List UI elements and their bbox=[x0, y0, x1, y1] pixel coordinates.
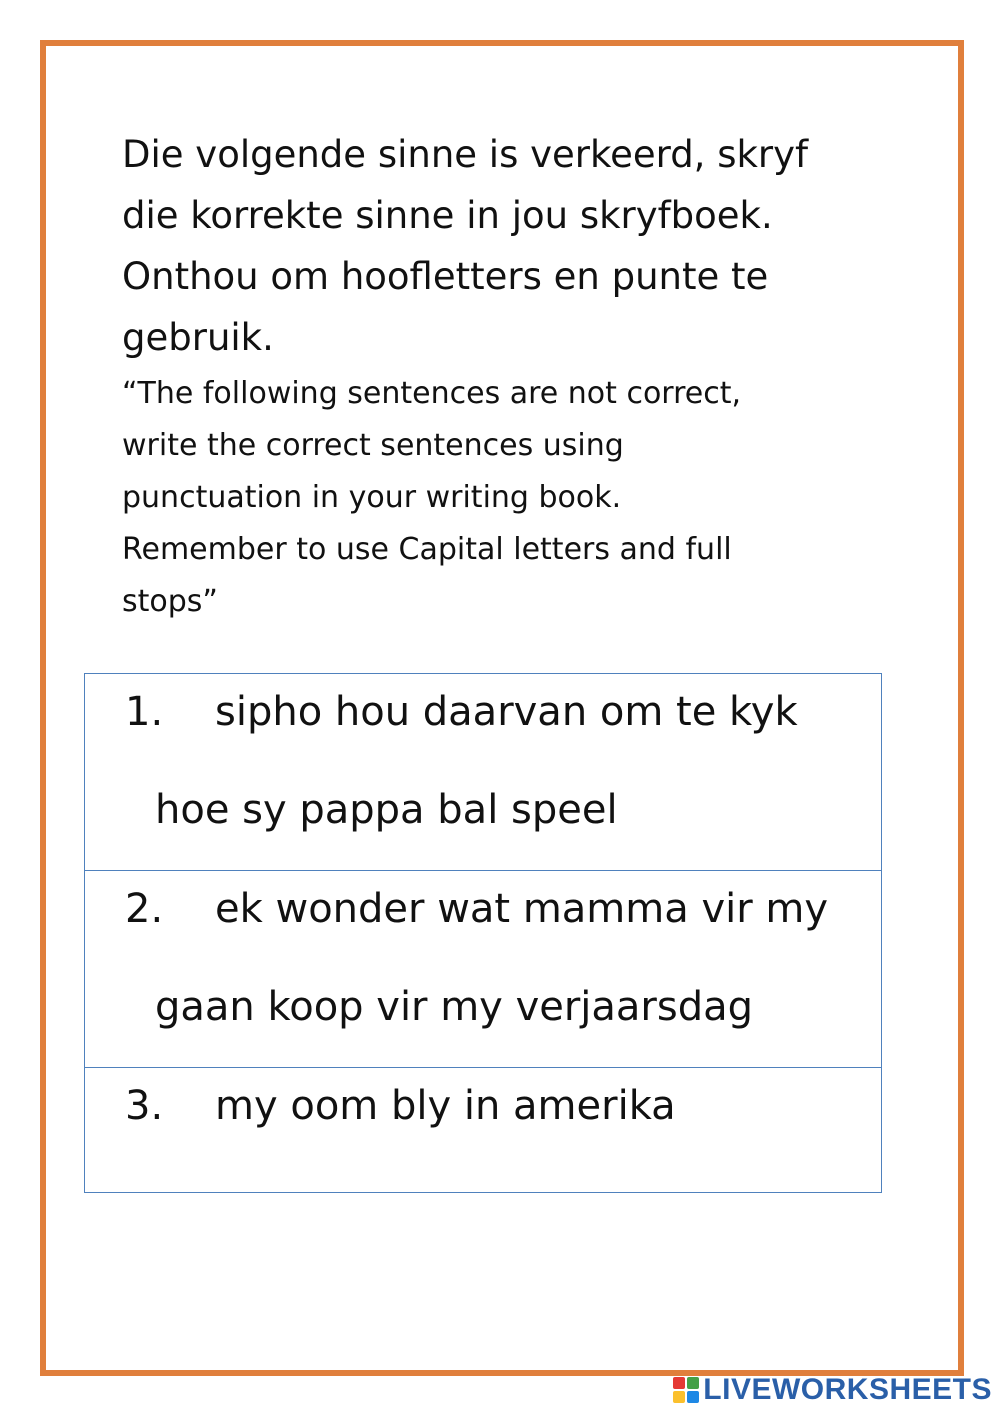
afrikaans-instruction-line: gebruik. bbox=[122, 316, 274, 359]
sentence-text-continued: hoe sy pappa bal speel bbox=[155, 787, 618, 833]
sentence-table bbox=[84, 673, 882, 1193]
afrikaans-instruction-line: Die volgende sinne is verkeerd, skryf bbox=[122, 133, 809, 176]
liveworksheets-brand bbox=[673, 1373, 992, 1407]
english-instruction-line: punctuation in your writing book. bbox=[122, 480, 622, 515]
sentence-number: 2. bbox=[125, 886, 164, 932]
afrikaans-instruction-line: Onthou om hoofletters en punte te bbox=[122, 255, 769, 298]
sentence-row bbox=[85, 1068, 881, 1192]
afrikaans-instruction-line: die korrekte sinne in jou skryfboek. bbox=[122, 194, 773, 237]
instructions bbox=[122, 124, 902, 628]
brand-name: LIVEWORKSHEETS bbox=[703, 1373, 992, 1406]
sentence-text: ek wonder wat mamma vir my bbox=[215, 886, 829, 932]
english-instruction-line: stops” bbox=[122, 584, 218, 619]
liveworksheets-logo-icon bbox=[673, 1377, 699, 1403]
english-instruction-line: write the correct sentences using bbox=[122, 428, 624, 463]
sentence-text: my oom bly in amerika bbox=[215, 1083, 676, 1129]
english-instruction-line: “The following sentences are not correct, bbox=[122, 376, 742, 411]
sentence-text-continued: gaan koop vir my verjaarsdag bbox=[155, 984, 754, 1030]
english-instruction-line: Remember to use Capital letters and full bbox=[122, 532, 732, 567]
sentence-number: 1. bbox=[125, 689, 164, 735]
sentence-text: sipho hou daarvan om te kyk bbox=[215, 689, 798, 735]
sentence-row bbox=[85, 871, 881, 1068]
sentence-number: 3. bbox=[125, 1083, 164, 1129]
sentence-row bbox=[85, 674, 881, 871]
